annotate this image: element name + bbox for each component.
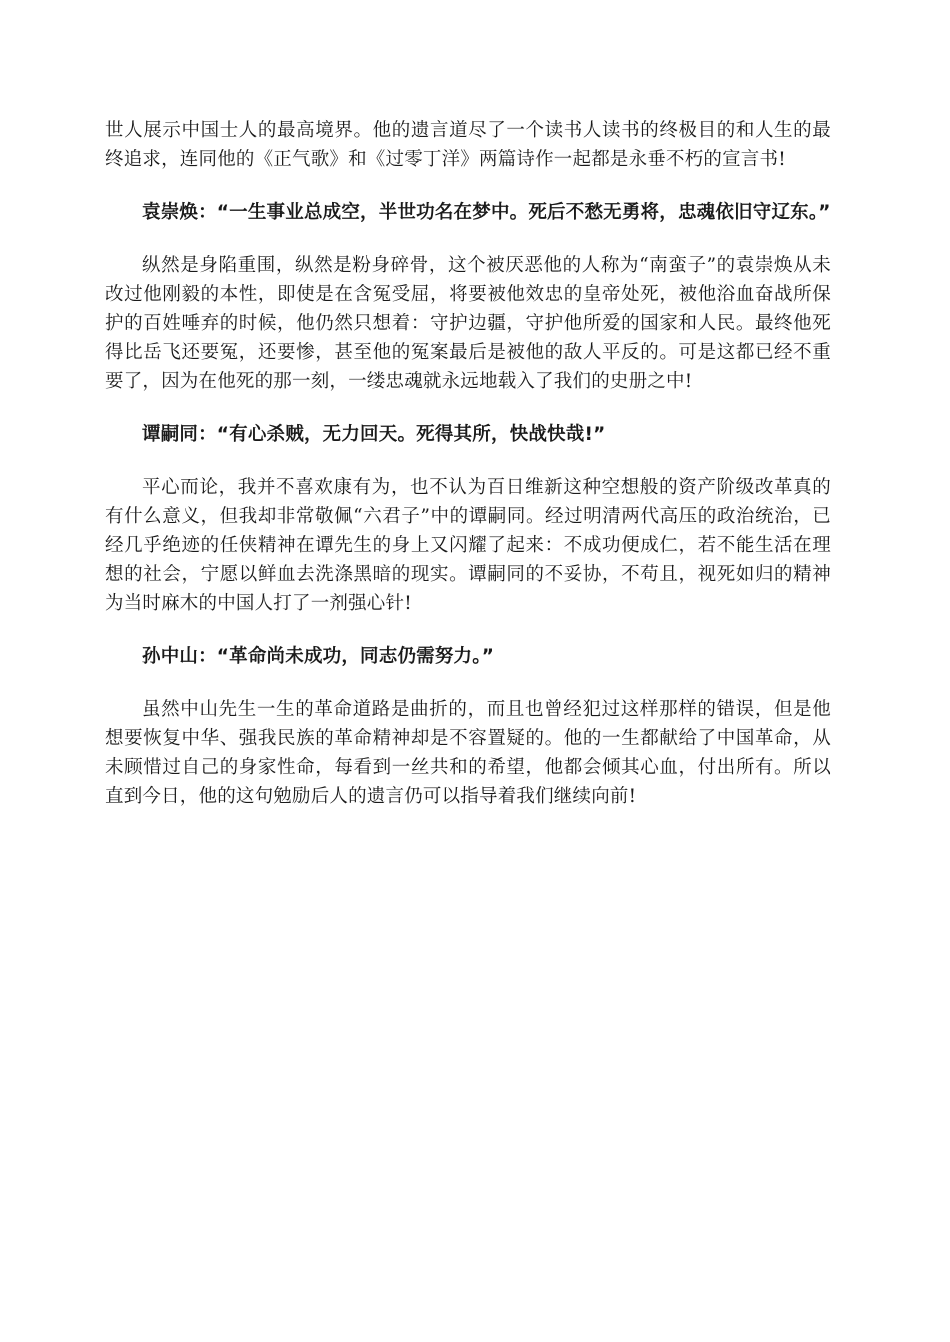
spacer: [105, 227, 831, 251]
spacer: [105, 174, 831, 198]
quote-sun-zhongshan: 孙中山：“革命尚未成功，同志仍需努力。”: [142, 646, 495, 667]
paragraph-wen-tianxiang-conclusion: 世人展示中国士人的最高境界。他的遗言道尽了一个读书人读书的终极目的和人生的最终追求，连同他的《正气歌》和《过零丁洋》两篇诗作一起都是永垂不朽的宣言书!: [105, 120, 831, 170]
quote-tan-sitong: 谭嗣同：“有心杀贼，无力回天。死得其所，快战快哉!”: [142, 424, 606, 445]
paragraph-sun-zhongshan: 虽然中山先生一生的革命道路是曲折的，而且也曾经犯过这样那样的错误，但是他想要恢复中华、强我民族的革命精神却是不容置疑的。他的一生都献给了中国革命，从未顾惜过自己的身家性命，每看到一丝共和的希望，他都会倾其心血，付出所有。所以直到今日，他的这句勉励后人的遗言仍可以指导着我们继续向前!: [105, 699, 831, 807]
paragraph-tan-sitong: 平心而论，我并不喜欢康有为，也不认为百日维新这种空想般的资产阶级改革真的有什么意义，但我却非常敬佩“六君子”中的谭嗣同。经过明清两代高压的政治统治，已经几乎绝迹的任侠精神在谭先生的身上又闪耀了起来：不成功便成仁，若不能生活在理想的社会，宁愿以鲜血去洗涤黑暗的现实。谭嗣同的不妥协，不苟且，视死如归的精神为当时麻木的中国人打了一剂强心针!: [105, 477, 831, 614]
spacer: [105, 396, 831, 420]
spacer: [105, 449, 831, 473]
paragraph-yuan-chonghuan: 纵然是身陷重围，纵然是粉身碎骨，这个被厌恶他的人称为“南蛮子”的袁崇焕从未改过他刚毅的本性，即使是在含冤受屈，将要被他效忠的皇帝处死，被他浴血奋战所保护的百姓唾弃的时候，他仍然只想着：守护边疆，守护他所爱的国家和人民。最终他死得比岳飞还要冤，还要惨，甚至他的冤案最后是被他的敌人平反的。可是这都已经不重要了，因为在他死的那一刻，一缕忠魂就永远地载入了我们的史册之中!: [105, 255, 831, 392]
spacer: [105, 671, 831, 695]
quote-yuan-chonghuan: 袁崇焕：“一生事业总成空，半世功名在梦中。死后不愁无勇将，忠魂依旧守辽东。”: [142, 202, 831, 223]
document-page: [105, 116, 831, 811]
spacer: [105, 618, 831, 642]
